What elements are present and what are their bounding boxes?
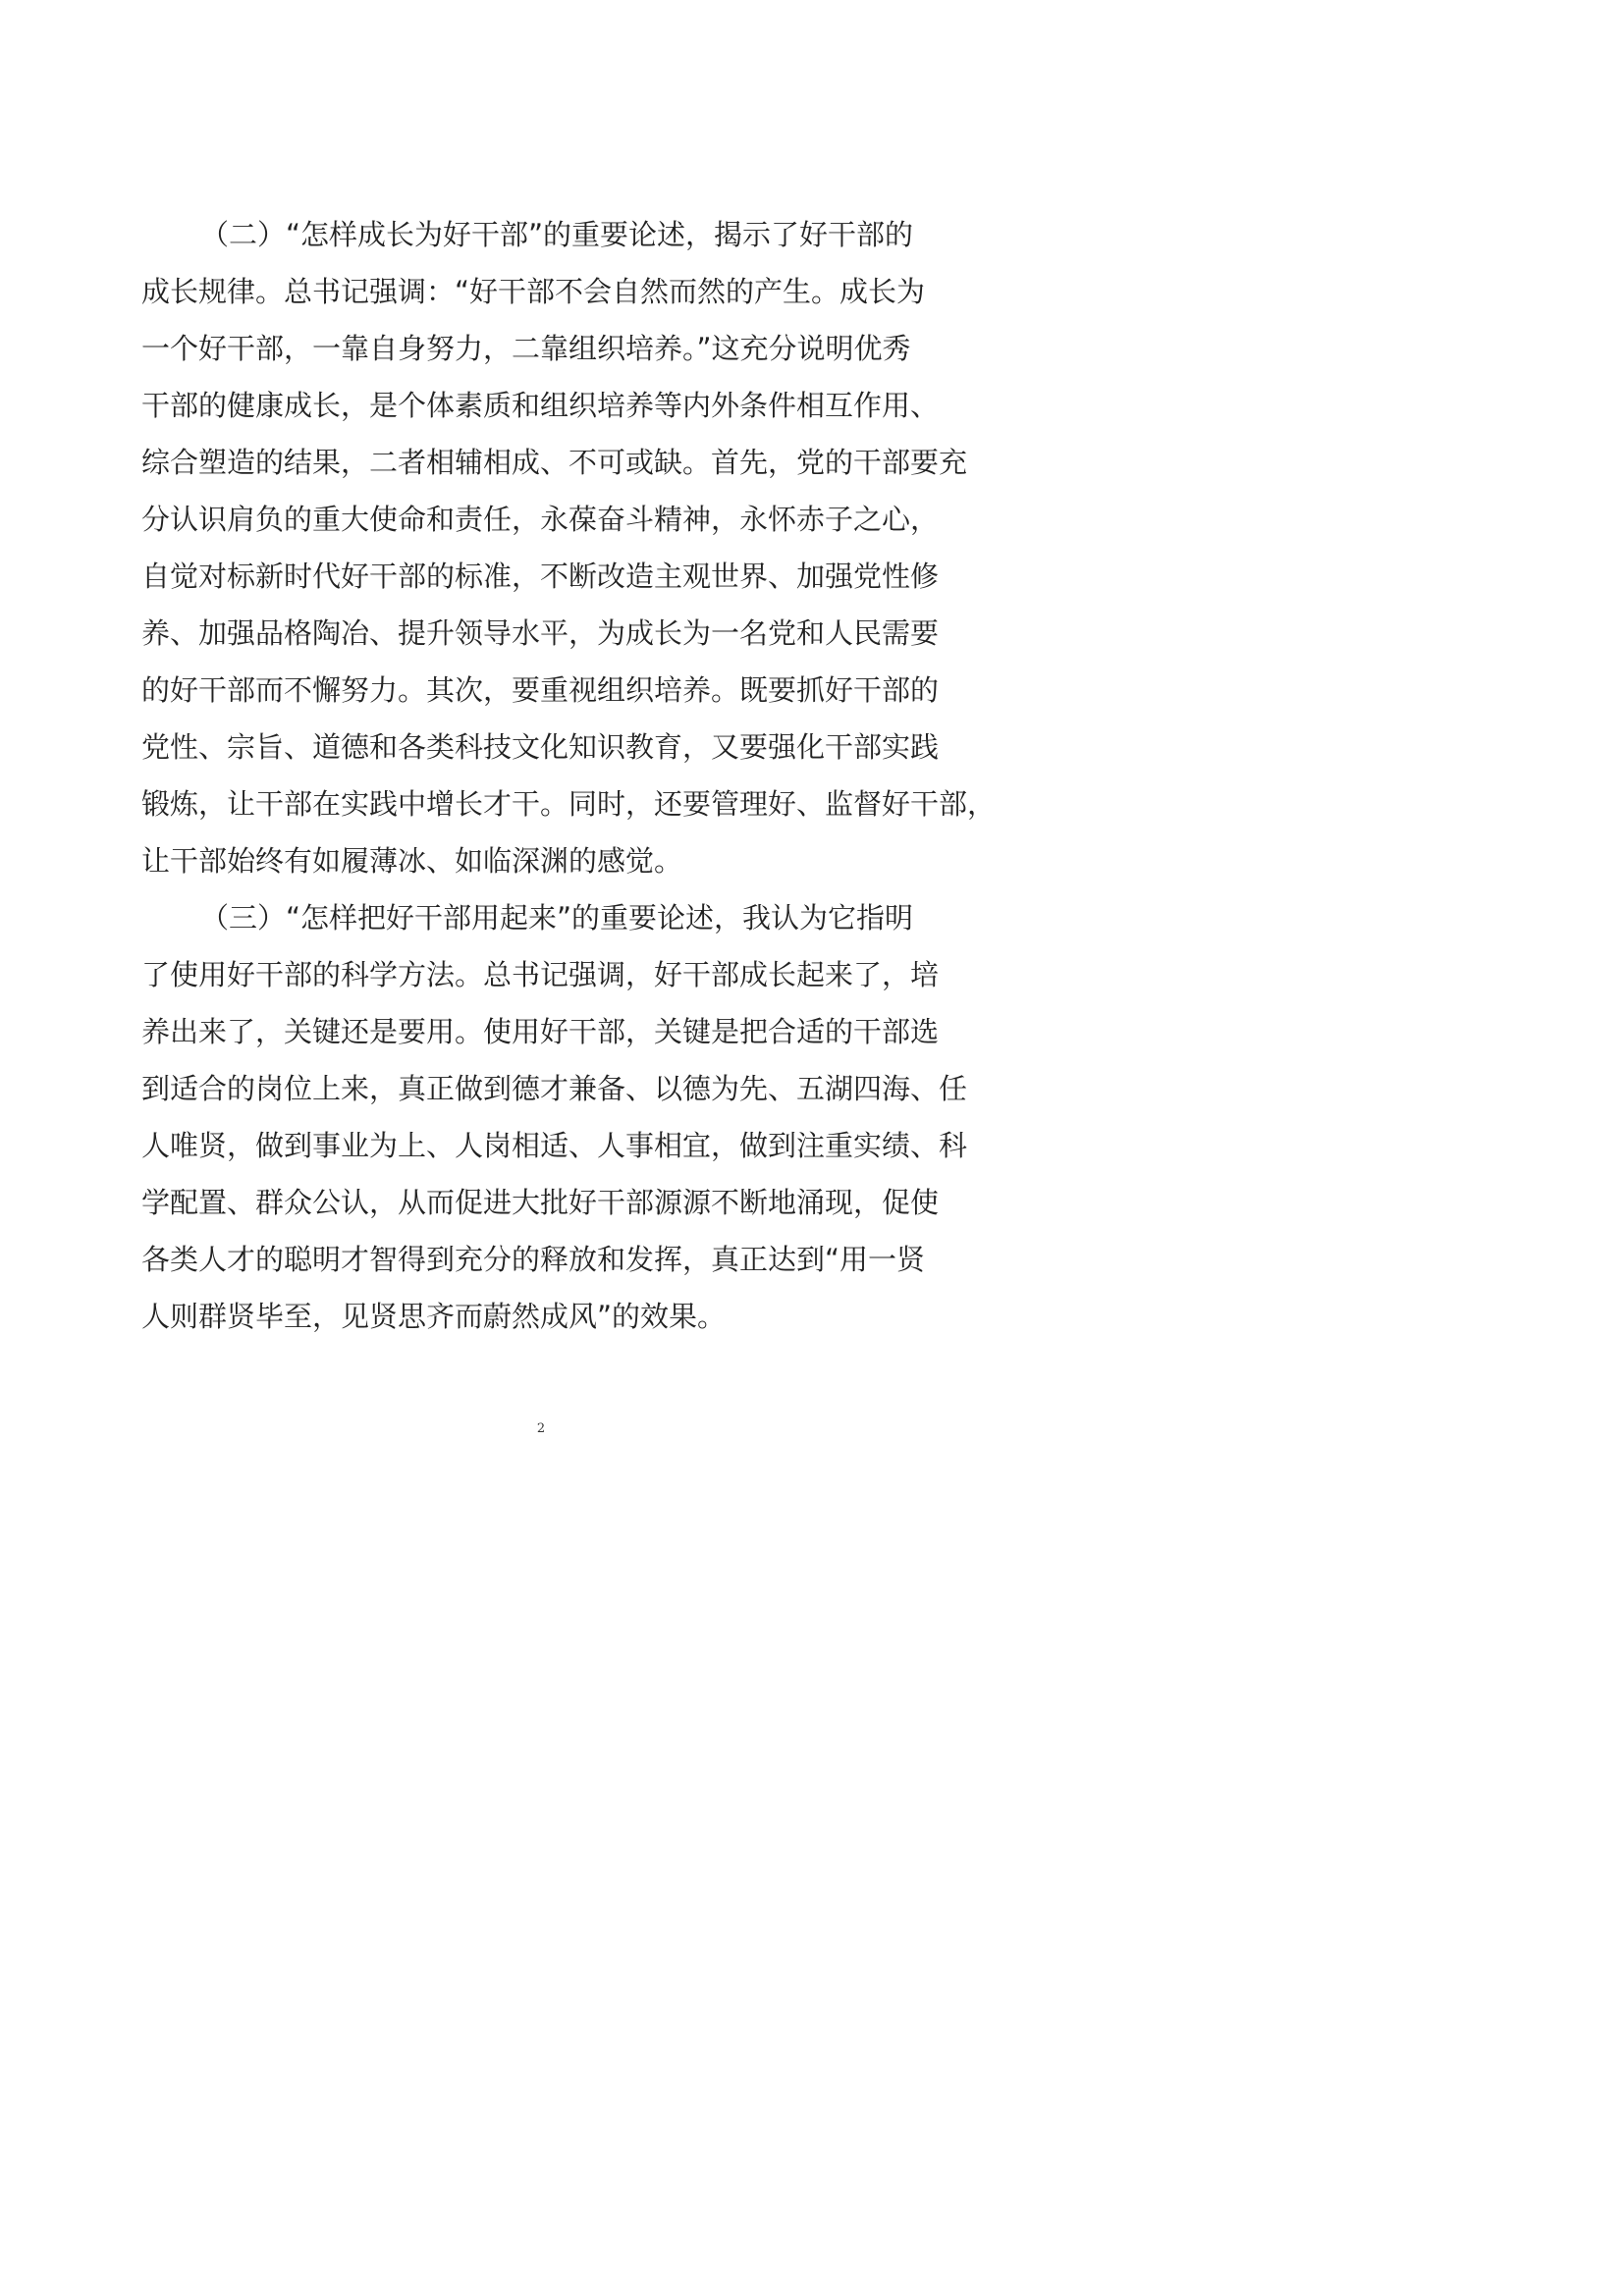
paragraph-line: 养出来了，关键还是要用。使用好干部，关键是把合适的干部选 — [141, 1015, 940, 1048]
paragraph-line: 锻炼，让干部在实践中增长才干。同时，还要管理好、监督好干部， — [141, 787, 997, 821]
paragraph-line: 综合塑造的结果，二者相辅相成、不可或缺。首先，党的干部要充 — [141, 446, 968, 479]
paragraph-line: 自觉对标新时代好干部的标准，不断改造主观世界、加强党性修 — [141, 560, 940, 593]
document-page — [0, 0, 1082, 1530]
paragraph-line: 养、加强品格陶冶、提升领导水平，为成长为一名党和人民需要 — [141, 616, 940, 650]
paragraph-line: 分认识肩负的重大使命和责任，永葆奋斗精神，永怀赤子之心， — [141, 503, 940, 536]
paragraph-line: 人则群贤毕至，见贤思齐而蔚然成风”的效果。 — [141, 1300, 727, 1333]
paragraph-line: 一个好干部，一靠自身努力，二靠组织培养。”这充分说明优秀 — [141, 332, 911, 365]
page-number: 2 — [536, 1421, 546, 1436]
paragraph-line: 学配置、群众公认，从而促进大批好干部源源不断地涌现，促使 — [141, 1186, 940, 1219]
paragraph-line: （二）“怎样成长为好干部”的重要论述，揭示了好干部的 — [200, 218, 914, 251]
paragraph-line: 的好干部而不懈努力。其次，要重视组织培养。既要抓好干部的 — [141, 673, 940, 707]
paragraph-line: 了使用好干部的科学方法。总书记强调，好干部成长起来了，培 — [141, 958, 940, 991]
paragraph-line: 干部的健康成长，是个体素质和组织培养等内外条件相互作用、 — [141, 389, 940, 422]
paragraph-line: 到适合的岗位上来，真正做到德才兼备、以德为先、五湖四海、任 — [141, 1072, 968, 1105]
paragraph-line: 成长规律。总书记强调：“好干部不会自然而然的产生。成长为 — [141, 275, 926, 308]
paragraph-line: 人唯贤，做到事业为上、人岗相适、人事相宜，做到注重实绩、科 — [141, 1129, 968, 1162]
paragraph-line: （三）“怎样把好干部用起来”的重要论述，我认为它指明 — [200, 901, 914, 934]
paragraph-line: 党性、宗旨、道德和各类科技文化知识教育，又要强化干部实践 — [141, 730, 940, 764]
paragraph-line: 让干部始终有如履薄冰、如临深渊的感觉。 — [141, 844, 683, 878]
paragraph-line: 各类人才的聪明才智得到充分的释放和发挥，真正达到“用一贤 — [141, 1243, 926, 1276]
